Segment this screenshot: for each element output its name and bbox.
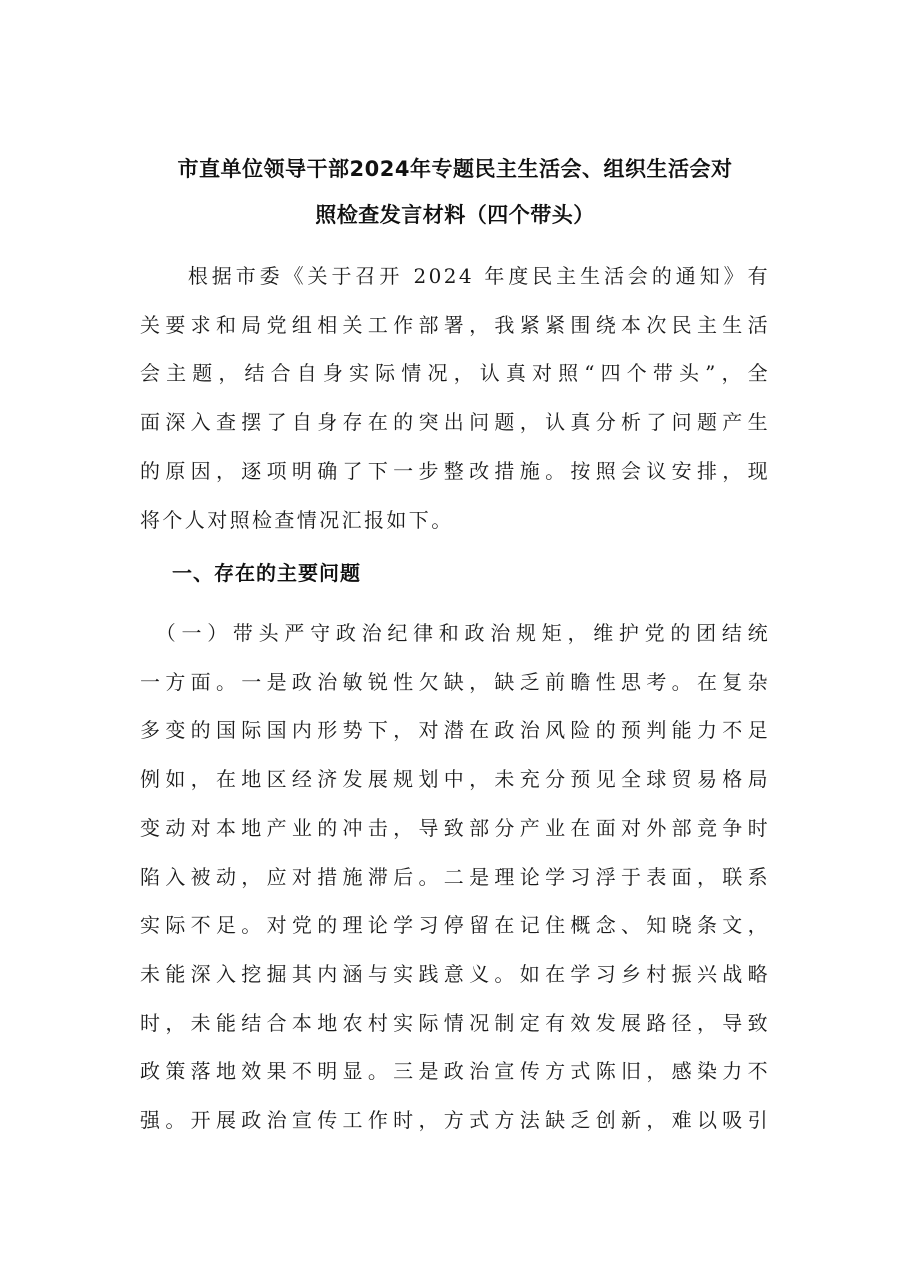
text-line: 的原因，逐项明确了下一步整改措施。按照会议安排，现: [140, 458, 770, 483]
intro-paragraph: [140, 252, 770, 544]
text-line: 变动对本地产业的冲击，导致部分产业在面对外部竞争时: [140, 815, 770, 840]
document-title: [140, 146, 770, 238]
text-line: 将个人对照检查情况汇报如下。: [140, 507, 454, 532]
title-line: 市直单位领导干部2024年专题民主生活会、组织生活会对: [177, 157, 733, 181]
title-line: 照检查发言材料（四个带头）: [315, 203, 595, 227]
section-heading: 一、存在的主要问题: [172, 561, 361, 585]
text-line: 强。开展政治宣传工作时，方式方法缺乏创新，难以吸引: [140, 1108, 770, 1133]
text-line: 实际不足。对党的理论学习停留在记住概念、知晓条文，: [140, 913, 770, 938]
text-line: 陷入被动，应对措施滞后。二是理论学习浮于表面，联系: [140, 864, 770, 889]
text-line: 政策落地效果不明显。三是政治宣传方式陈旧，感染力不: [140, 1059, 770, 1084]
text-line: 时，未能结合本地农村实际情况制定有效发展路径，导致: [140, 1010, 770, 1035]
text-line: 面深入查摆了自身存在的突出问题，认真分析了问题产生: [140, 410, 770, 435]
text-line: 关要求和局党组相关工作部署，我紧紧围绕本次民主生活: [140, 312, 770, 337]
text-line: 根据市委《关于召开 2024 年度民主生活会的通知》有: [140, 264, 770, 288]
text-line: 会主题，结合自身实际情况，认真对照“四个带头”，全: [140, 361, 770, 386]
text-line: （一）带头严守政治纪律和政治规矩，维护党的团结统: [140, 621, 770, 645]
body-paragraph: [140, 609, 770, 1145]
text-line: 多变的国际国内形势下，对潜在政治风险的预判能力不足: [140, 718, 770, 743]
text-line: 未能深入挖掘其内涵与实践意义。如在学习乡村振兴战略: [140, 961, 770, 986]
text-line: 例如，在地区经济发展规划中，未充分预见全球贸易格局: [140, 767, 770, 792]
text-line: 一方面。一是政治敏锐性欠缺，缺乏前瞻性思考。在复杂: [140, 669, 770, 694]
